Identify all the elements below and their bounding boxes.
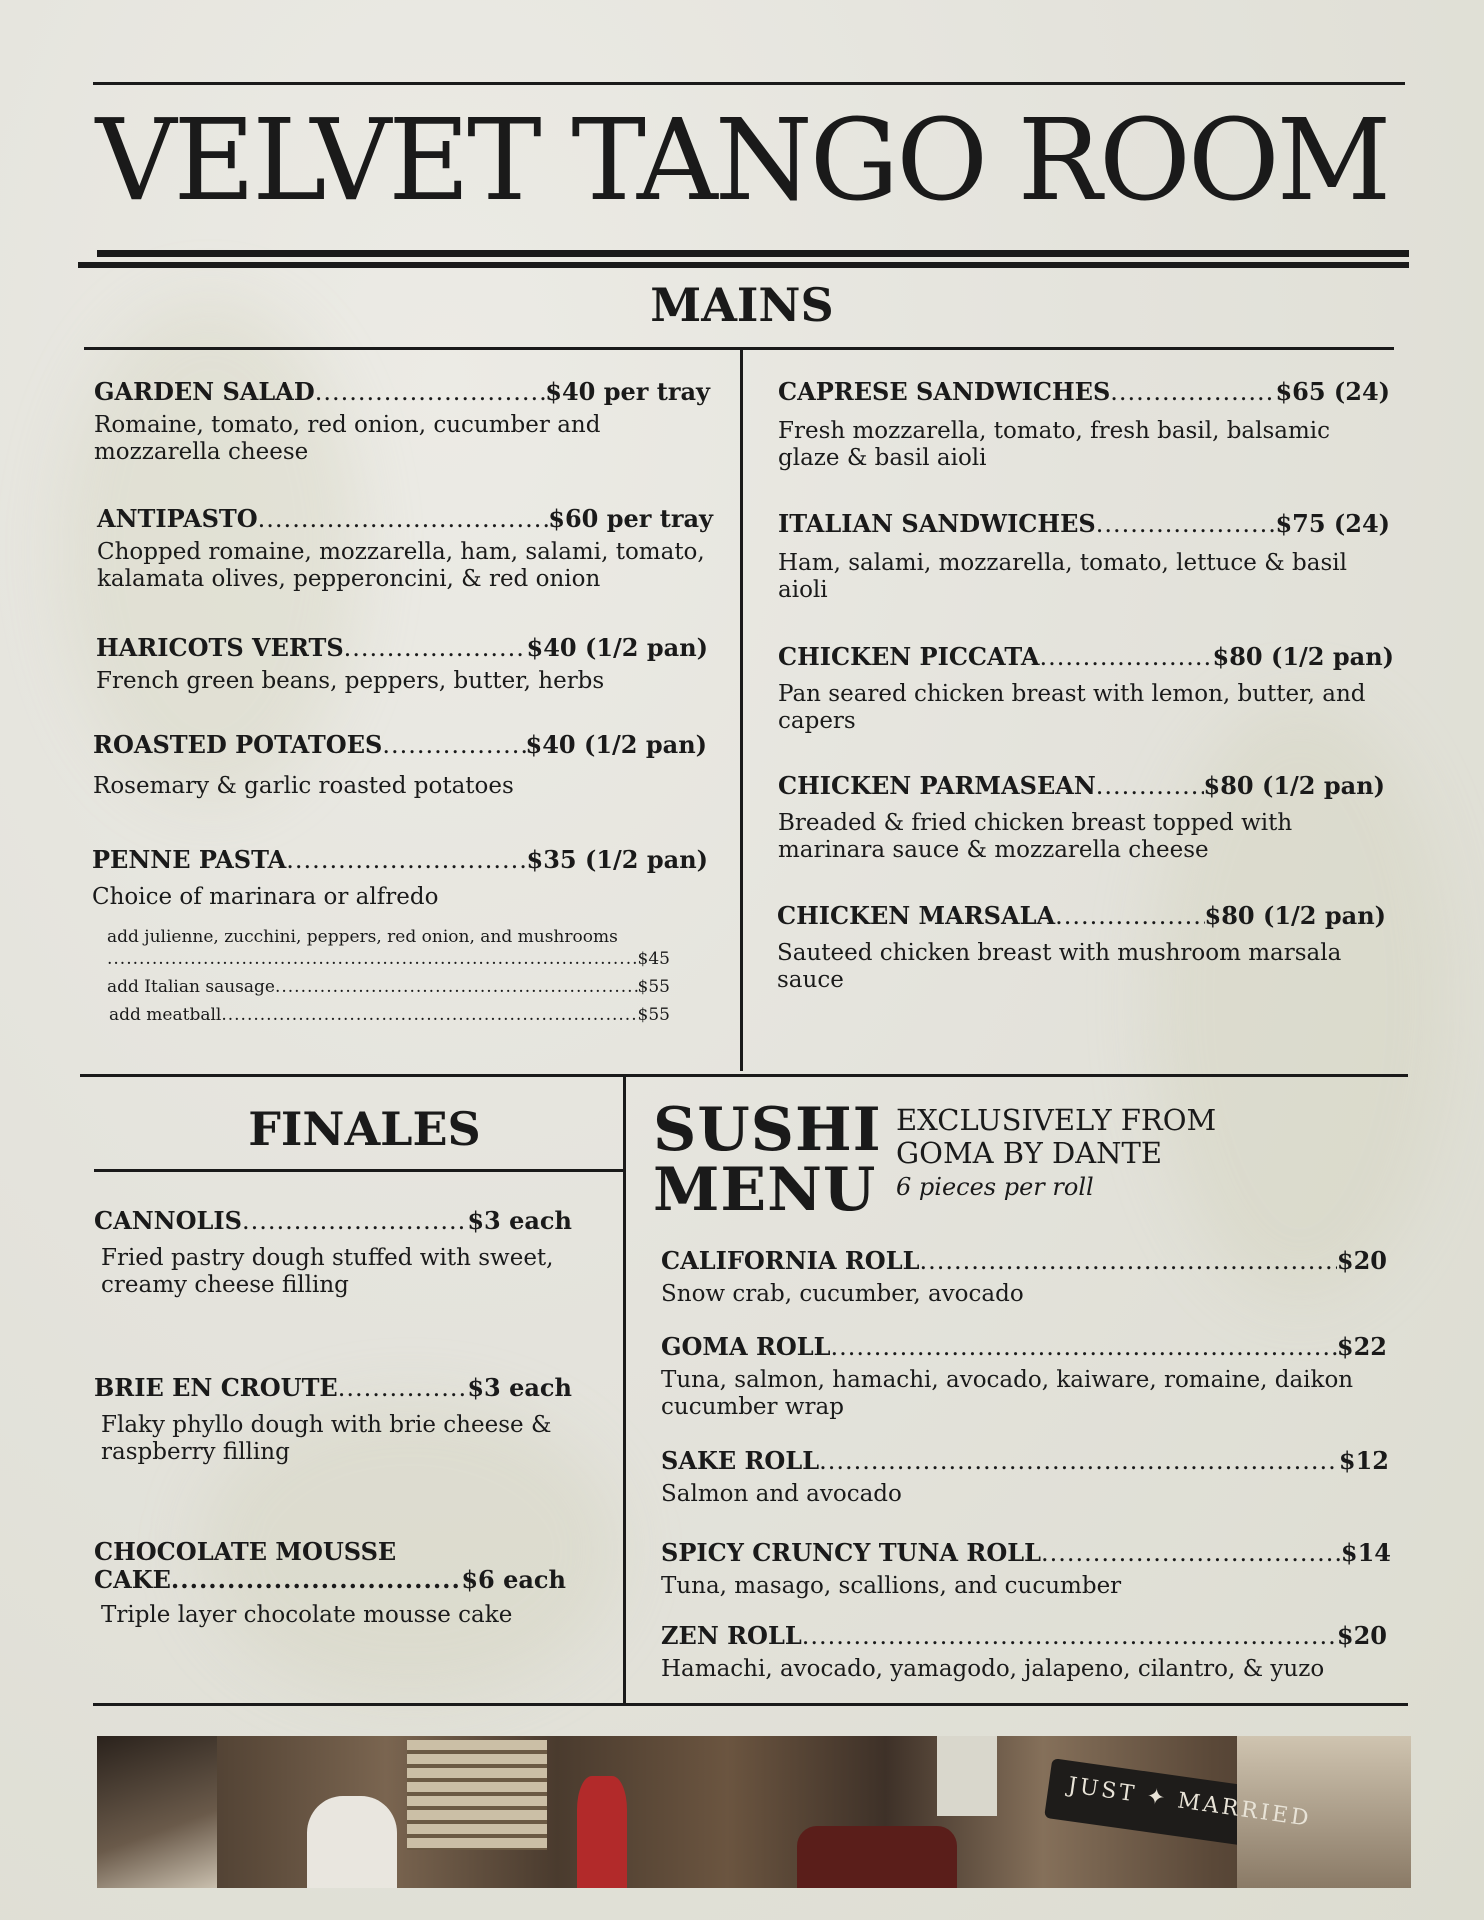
photo-detail	[577, 1776, 627, 1888]
pasta-addons	[107, 924, 670, 1028]
menu-item	[778, 643, 1394, 735]
menu-item	[92, 846, 708, 911]
item-description: Breaded & fried chicken breast topped with marinara sauce & mozzarella cheese	[778, 810, 1293, 863]
item-description: Chopped romaine, mozzarella, ham, salami, tomato, kalamata olives, pepperoncini, & red onion	[97, 539, 705, 592]
menu-item	[661, 1247, 1387, 1308]
item-name: GOMA ROLL	[661, 1332, 831, 1361]
menu-item	[661, 1333, 1387, 1421]
photo-banner-text: JUST ✦ MARRIED	[1066, 1773, 1314, 1832]
menu-item	[661, 1622, 1387, 1683]
addon-price: $55	[637, 977, 670, 997]
title-rule-thick	[78, 262, 1409, 268]
item-description: Fried pastry dough stuffed with sweet, creamy cheese filling	[101, 1245, 554, 1298]
item-name: ROASTED POTATOES	[93, 730, 383, 759]
top-rule	[93, 82, 1405, 85]
item-description: Salmon and avocado	[661, 1481, 902, 1507]
item-price: $20	[1336, 1246, 1387, 1275]
menu-item	[661, 1539, 1391, 1600]
sushi-heading	[653, 1095, 882, 1225]
menu-item	[778, 510, 1390, 604]
item-description: Snow crab, cucumber, avocado	[661, 1281, 1024, 1307]
restaurant-title: VELVET TANGO ROOM	[95, 96, 1389, 226]
mains-heading: MAINS	[650, 278, 834, 332]
item-price: $80 (1/2 pan)	[1203, 771, 1385, 800]
sushi-subtitle: EXCLUSIVELY FROM GOMA BY DANTE 6 pieces per roll	[896, 1104, 1216, 1204]
addon-line	[107, 946, 670, 972]
menu-item	[778, 378, 1390, 472]
item-price: $40 (1/2 pan)	[526, 633, 708, 662]
mains-divider	[740, 348, 743, 1071]
finales-rule	[94, 1169, 623, 1172]
menu-item	[94, 1538, 566, 1629]
item-price: $6 each	[461, 1565, 566, 1594]
item-description: Fresh mozzarella, tomato, fresh basil, balsamic glaze & basil aioli	[778, 418, 1331, 471]
item-description: Tuna, masago, scallions, and cucumber	[661, 1573, 1122, 1599]
section-divider	[623, 1075, 626, 1705]
menu-item	[94, 1207, 572, 1299]
restaurant-photo	[97, 1736, 1411, 1888]
photo-detail	[797, 1826, 957, 1888]
photo-detail	[307, 1796, 397, 1888]
menu-item	[94, 1374, 572, 1466]
item-name: CALIFORNIA ROLL	[661, 1246, 920, 1275]
item-price: $75 (24)	[1275, 509, 1390, 538]
item-description: Ham, salami, mozzarella, tomato, lettuce & basil aioli	[778, 550, 1347, 603]
menu-item	[777, 902, 1386, 994]
title-rule-thick	[97, 250, 1409, 257]
menu-item	[97, 505, 713, 593]
bottom-rule	[93, 1703, 1408, 1706]
item-price: $80 (1/2 pan)	[1212, 642, 1394, 671]
mains-rule	[84, 347, 1394, 350]
item-price: $80 (1/2 pan)	[1204, 901, 1386, 930]
item-name: GARDEN SALAD	[94, 377, 315, 406]
item-description: Hamachi, avocado, yamagodo, jalapeno, cilantro, & yuzo	[661, 1656, 1325, 1682]
item-price: $60 per tray	[548, 504, 713, 533]
section-rule	[80, 1074, 1408, 1077]
menu-item	[94, 378, 710, 466]
item-price: $12	[1338, 1446, 1389, 1475]
photo-detail	[937, 1736, 997, 1816]
item-price: $20	[1336, 1621, 1387, 1650]
item-price: $22	[1336, 1332, 1387, 1361]
item-name: CHICKEN MARSALA	[777, 901, 1056, 930]
item-name: PENNE PASTA	[92, 845, 287, 874]
item-name-line: CHOCOLATE MOUSSE	[94, 1537, 397, 1566]
addon-price: $55	[637, 1005, 670, 1025]
item-name: ZEN ROLL	[661, 1621, 802, 1650]
finales-heading: FINALES	[248, 1102, 481, 1156]
item-name: ANTIPASTO	[97, 504, 258, 533]
photo-detail	[407, 1740, 547, 1850]
menu-item	[778, 772, 1385, 864]
addon-line: add meatball ..... $55	[107, 1002, 670, 1028]
item-price: $3 each	[467, 1206, 572, 1235]
item-name: CHICKEN PICCATA	[778, 642, 1040, 671]
item-name: CAKE	[94, 1565, 171, 1594]
item-name: CAPRESE SANDWICHES	[778, 377, 1111, 406]
item-name: BRIE EN CROUTE	[94, 1373, 338, 1402]
item-price: $35 (1/2 pan)	[526, 845, 708, 874]
menu-item	[93, 731, 707, 800]
item-description: Choice of marinara or alfredo	[92, 884, 439, 910]
item-price: $40 (1/2 pan)	[525, 730, 707, 759]
item-description: Triple layer chocolate mousse cake	[101, 1602, 513, 1628]
item-name: CANNOLIS	[94, 1206, 242, 1235]
addon-price: $45	[637, 949, 670, 969]
item-name: ITALIAN SANDWICHES	[778, 509, 1096, 538]
item-description: Rosemary & garlic roasted potatoes	[93, 773, 514, 799]
addon-line: add julienne, zucchini, peppers, red onion, and mushrooms	[107, 927, 618, 947]
item-price: $40 per tray	[545, 377, 710, 406]
item-description: Romaine, tomato, red onion, cucumber and mozzarella cheese	[94, 412, 601, 465]
item-description: Tuna, salmon, hamachi, avocado, kaiware, romaine, daikon cucumber wrap	[661, 1367, 1354, 1420]
sushi-heading-line: MENU	[653, 1155, 877, 1225]
item-price: $3 each	[467, 1373, 572, 1402]
photo-detail	[97, 1736, 217, 1888]
menu-item	[661, 1447, 1389, 1508]
item-description: French green beans, peppers, butter, herbs	[96, 668, 605, 694]
item-name: CHICKEN PARMASEAN	[778, 771, 1096, 800]
item-name: SAKE ROLL	[661, 1446, 820, 1475]
sushi-note: 6 pieces per roll	[896, 1173, 1094, 1201]
item-price: $65 (24)	[1275, 377, 1390, 406]
item-description: Sauteed chicken breast with mushroom marsala sauce	[777, 940, 1342, 993]
item-description: Flaky phyllo dough with brie cheese & raspberry filling	[101, 1412, 552, 1465]
addon-line: add Italian sausage ..... $55	[107, 974, 670, 1000]
menu-item	[96, 634, 708, 695]
item-name: SPICY CRUNCY TUNA ROLL	[661, 1538, 1042, 1567]
item-price: $14	[1340, 1538, 1391, 1567]
item-name: HARICOTS VERTS	[96, 633, 344, 662]
item-description: Pan seared chicken breast with lemon, butter, and capers	[778, 681, 1366, 734]
sushi-heading-line: SUSHI	[653, 1095, 882, 1165]
